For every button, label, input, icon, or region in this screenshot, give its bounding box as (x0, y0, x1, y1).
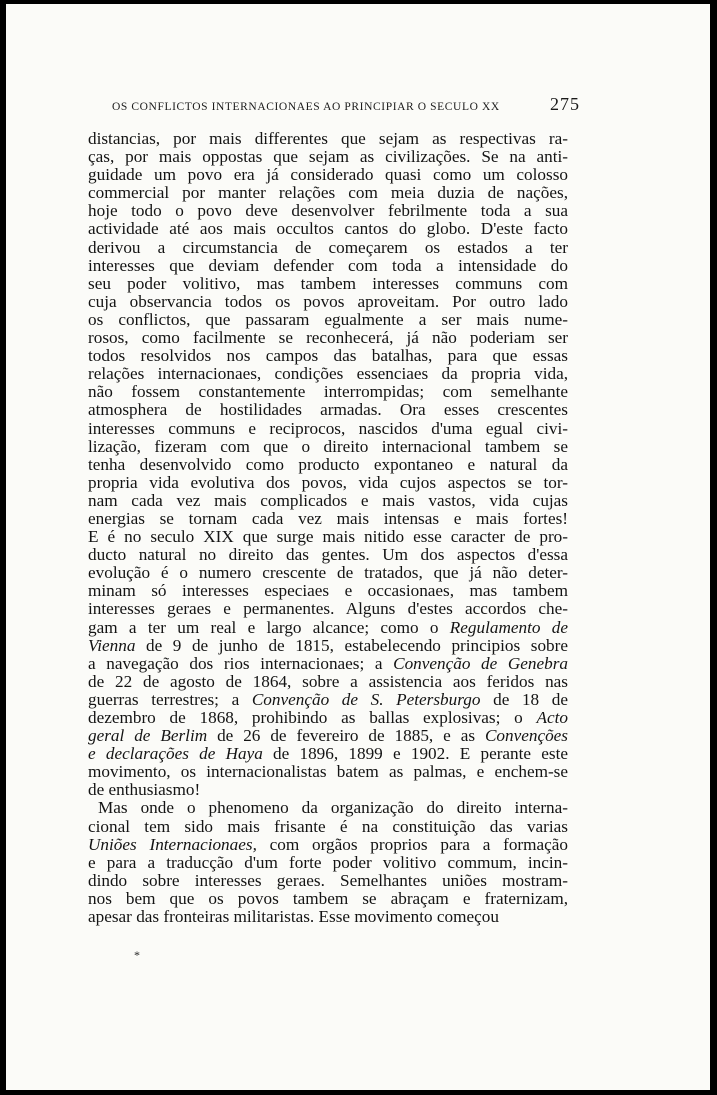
text-line (88, 637, 568, 655)
text-segment: rosos, como facilmente se reconhecerá, já não poderiam ser (88, 328, 568, 348)
text-segment: dezembro de 1868, prohibindo as ballas explosivas; o (88, 708, 537, 727)
text-line (88, 311, 568, 329)
text-segment: evolução é o numero crescente de tratados, que já não deter- (88, 563, 568, 583)
italic-segment: Convenção de S. Petersburgo (251, 689, 481, 709)
running-header (112, 94, 580, 115)
text-line (88, 166, 568, 184)
text-line (88, 202, 568, 220)
text-line (88, 184, 568, 202)
text-segment: relações internacionaes, condições essenciaes da propria vida, (88, 364, 568, 384)
text-segment: de 1896, 1899 e 1902. E perante este (262, 744, 568, 764)
text-line (88, 655, 568, 673)
text-segment: propria vida evolutiva dos povos, vida cujos aspectos se tor- (88, 472, 568, 492)
text-line (88, 239, 568, 257)
text-line (88, 401, 568, 419)
text-line (88, 365, 568, 383)
paragraph (88, 799, 568, 926)
text-line (88, 709, 568, 727)
text-segment: e para a traducção d'um forte poder volitivo commum, incin- (88, 852, 568, 872)
text-segment: ducto natural no direito das gentes. Um dos aspectos d'essa (88, 545, 568, 565)
text-segment: Mas onde o phenomeno da organização do direito interna- (98, 798, 568, 818)
text-line (88, 890, 568, 908)
text-line (88, 275, 568, 293)
text-segment: os conflictos, que passaram egualmente a ser mais nume- (88, 309, 568, 329)
book-page (6, 4, 710, 1090)
paragraph (88, 130, 568, 799)
text-segment: não fossem constantemente interrompidas; com semelhante (88, 382, 568, 402)
text-segment: de 9 de junho de 1815, estabelecendo principios sobre (135, 635, 568, 655)
text-line (88, 130, 568, 148)
text-line (88, 456, 568, 474)
signature-mark: * (134, 948, 140, 962)
text-segment: distancias, por mais differentes que sejam as respectivas ra- (88, 129, 568, 148)
text-segment: E é no seculo XIX que surge mais nitido esse caracter de pro- (88, 527, 568, 547)
text-segment: tenha desenvolvido como producto expontaneo e natural da (88, 454, 568, 474)
text-line (88, 148, 568, 166)
text-line (88, 474, 568, 492)
text-line (88, 600, 568, 618)
text-line (88, 872, 568, 890)
text-segment: gam a ter um real e largo alcance; como o (88, 617, 450, 637)
italic-segment: Vienna (88, 635, 136, 655)
italic-segment: Convenções (484, 726, 568, 746)
text-segment: de 26 de fevereiro de 1885, e as (207, 726, 485, 746)
text-line (88, 818, 568, 836)
text-line (88, 619, 568, 637)
text-line (88, 691, 568, 709)
text-segment: derivou a circumstancia de começarem os estados a ter (88, 237, 568, 257)
text-segment: nos bem que os povos tambem se abraçam e fraternizam, (88, 888, 568, 908)
text-segment: nam cada vez mais complicados e mais vastos, vida cujas (88, 490, 568, 510)
text-line (88, 510, 568, 528)
text-line (88, 673, 568, 691)
italic-segment: Convenção de Genebra (393, 653, 569, 673)
text-segment: a navegação dos rios internacionaes; a (88, 653, 394, 673)
text-segment: com orgãos proprios para a formação (256, 834, 569, 854)
text-segment: cuja observancia todos os povos aproveitam. Por outro lado (88, 291, 568, 311)
text-line (88, 492, 568, 510)
text-line (88, 582, 568, 600)
text-line (88, 528, 568, 546)
text-line (88, 564, 568, 582)
text-segment: atmosphera de hostilidades armadas. Ora esses crescentes (88, 400, 568, 420)
text-line (88, 727, 568, 745)
text-segment: ças, por mais oppostas que sejam as civilizações. Se na anti- (88, 147, 568, 167)
text-line (88, 347, 568, 365)
text-line (88, 763, 568, 781)
text-line (88, 257, 568, 275)
text-segment: energias se tornam cada vez mais intensas e mais fortes! (88, 508, 568, 528)
text-line (88, 438, 568, 456)
body-text (88, 130, 568, 926)
text-line (88, 781, 568, 799)
text-segment: de enthusiasmo! (88, 780, 201, 800)
text-line (88, 293, 568, 311)
text-segment: interesses communs e reciprocos, nascidos d'uma egual civi- (88, 418, 568, 438)
italic-segment: Acto (536, 708, 568, 727)
text-segment: lização, fizeram com que o direito internacional tambem se (88, 436, 568, 456)
text-line (88, 854, 568, 872)
text-line (88, 799, 568, 817)
text-segment: dindo sobre interesses geraes. Semelhantes uniões mostram- (88, 870, 568, 890)
text-segment: todos resolvidos nos campos das batalhas, para que essas (88, 346, 568, 366)
text-segment: guidade um povo era já considerado quasi como um colosso (88, 165, 568, 185)
text-line (88, 220, 568, 238)
text-line (88, 329, 568, 347)
italic-segment: Regulamento de (449, 617, 568, 637)
text-segment: de 18 de (480, 689, 568, 709)
text-segment: movimento, os internacionalistas batem as palmas, e enchem-se (88, 762, 568, 782)
text-segment: interesses geraes e permanentes. Alguns d'estes accordos che- (88, 599, 568, 619)
text-segment: de 22 de agosto de 1864, sobre a assistencia aos feridos nas (88, 671, 568, 691)
text-segment: guerras terrestres; a (88, 689, 252, 709)
text-line (88, 908, 568, 926)
italic-segment: geral de Berlim (88, 726, 208, 746)
text-line (88, 546, 568, 564)
text-segment: minam só interesses especiaes e occasionaes, mas tambem (88, 581, 568, 601)
text-segment: actividade até aos mais occultos cantos do globo. D'este facto (88, 219, 568, 239)
text-line (88, 745, 568, 763)
italic-segment: e declarações de Haya (88, 744, 263, 764)
text-segment: interesses que deviam defender com toda a intensidade do (88, 255, 568, 275)
text-line (88, 420, 568, 438)
text-segment: commercial por manter relações com meia duzia de nações, (88, 183, 568, 203)
running-title: OS CONFLICTOS INTERNACIONAES AO PRINCIPIAR O SECULO XX (112, 101, 500, 113)
text-line (88, 836, 568, 854)
page-number: 275 (550, 94, 580, 114)
italic-segment: Uniões Internacionaes, (88, 834, 257, 854)
text-segment: cional tem sido mais frisante é na constituição das varias (88, 816, 568, 836)
text-segment: seu poder volitivo, mas tambem interesses communs com (88, 273, 568, 293)
text-line (88, 383, 568, 401)
text-segment: hoje todo o povo deve desenvolver febrilmente toda a sua (88, 201, 568, 221)
text-segment: apesar das fronteiras militaristas. Esse movimento começou (88, 907, 499, 927)
